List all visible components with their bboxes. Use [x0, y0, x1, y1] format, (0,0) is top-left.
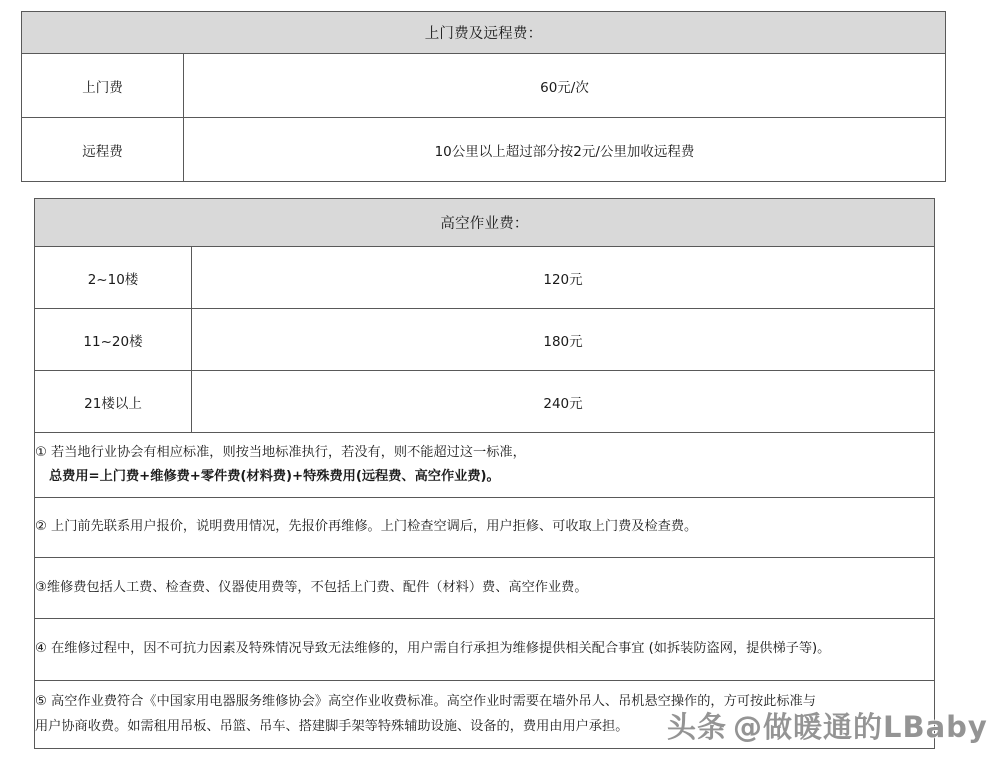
floor-range-2-10-label: 2~10楼 [35, 247, 192, 309]
note-2-line-1: ② 上门前先联系用户报价，说明费用情况，先报价再维修。上门检查空调后，用户拒修、可收取上门费及检查费。 [35, 519, 698, 535]
service-fee-table-title: 上门费及远程费： [22, 12, 946, 54]
note-item-5 [35, 681, 935, 749]
table-row [35, 309, 935, 371]
floor-range-2-10-value: 120元 [192, 247, 935, 309]
highwork-fee-table [34, 198, 935, 749]
service-fee-table [21, 11, 946, 182]
table-row [35, 371, 935, 433]
note-row [35, 619, 935, 681]
note-item-3 [35, 558, 935, 619]
note-row [35, 498, 935, 558]
note-row [35, 558, 935, 619]
watermark-handle: @做暖通的LBaby [733, 710, 988, 744]
table-row [22, 118, 946, 182]
floor-range-11-20-value: 180元 [192, 309, 935, 371]
note-1-line-1: ① 若当地行业协会有相应标准，则按当地标准执行，若没有，则不能超过这一标准， [35, 444, 526, 460]
floor-range-21-plus-value: 240元 [192, 371, 935, 433]
note-3-line-1: ③维修费包括人工费、检查费、仪器使用费等，不包括上门费、配件（材料）费、高空作业费。 [35, 579, 588, 595]
note-5-line-1: ⑤ 高空作业费符合《中国家用电器服务维修协会》高空作业收费标准。高空作业时需要在墙外吊人、吊机悬空操作的，方可按此标准与 [35, 694, 816, 710]
service-fee-label: 上门费 [22, 54, 184, 118]
table-row [35, 247, 935, 309]
floor-range-11-20-label: 11~20楼 [35, 309, 192, 371]
table-header-row [35, 199, 935, 247]
highwork-fee-table-title: 高空作业费： [35, 199, 935, 247]
distance-fee-label: 远程费 [22, 118, 184, 182]
note-5-line-2: 用户协商收费。如需租用吊板、吊篮、吊车、搭建脚手架等特殊辅助设施、设备的，费用由用户承担。 [35, 718, 629, 734]
note-item-4 [35, 619, 935, 681]
note-row [35, 433, 935, 498]
service-fee-value: 60元/次 [184, 54, 946, 118]
floor-range-21-plus-label: 21楼以上 [35, 371, 192, 433]
distance-fee-value: 10公里以上超过部分按2元/公里加收远程费 [184, 118, 946, 182]
note-item-2 [35, 498, 935, 558]
note-4-line-1: ④ 在维修过程中，因不可抗力因素及特殊情况导致无法维修的，用户需自行承担为维修提供相关配合事宜 (如拆装防盗网，提供梯子等)。 [35, 641, 831, 657]
note-row [35, 681, 935, 749]
table-row [22, 54, 946, 118]
note-item-1 [35, 433, 935, 498]
table-header-row [22, 12, 946, 54]
watermark-platform-tag: 头条 [667, 710, 728, 744]
note-1-formula: 总费用=上门费+维修费+零件费(材料费)+特殊费用(远程费、高空作业费)。 [49, 469, 500, 484]
